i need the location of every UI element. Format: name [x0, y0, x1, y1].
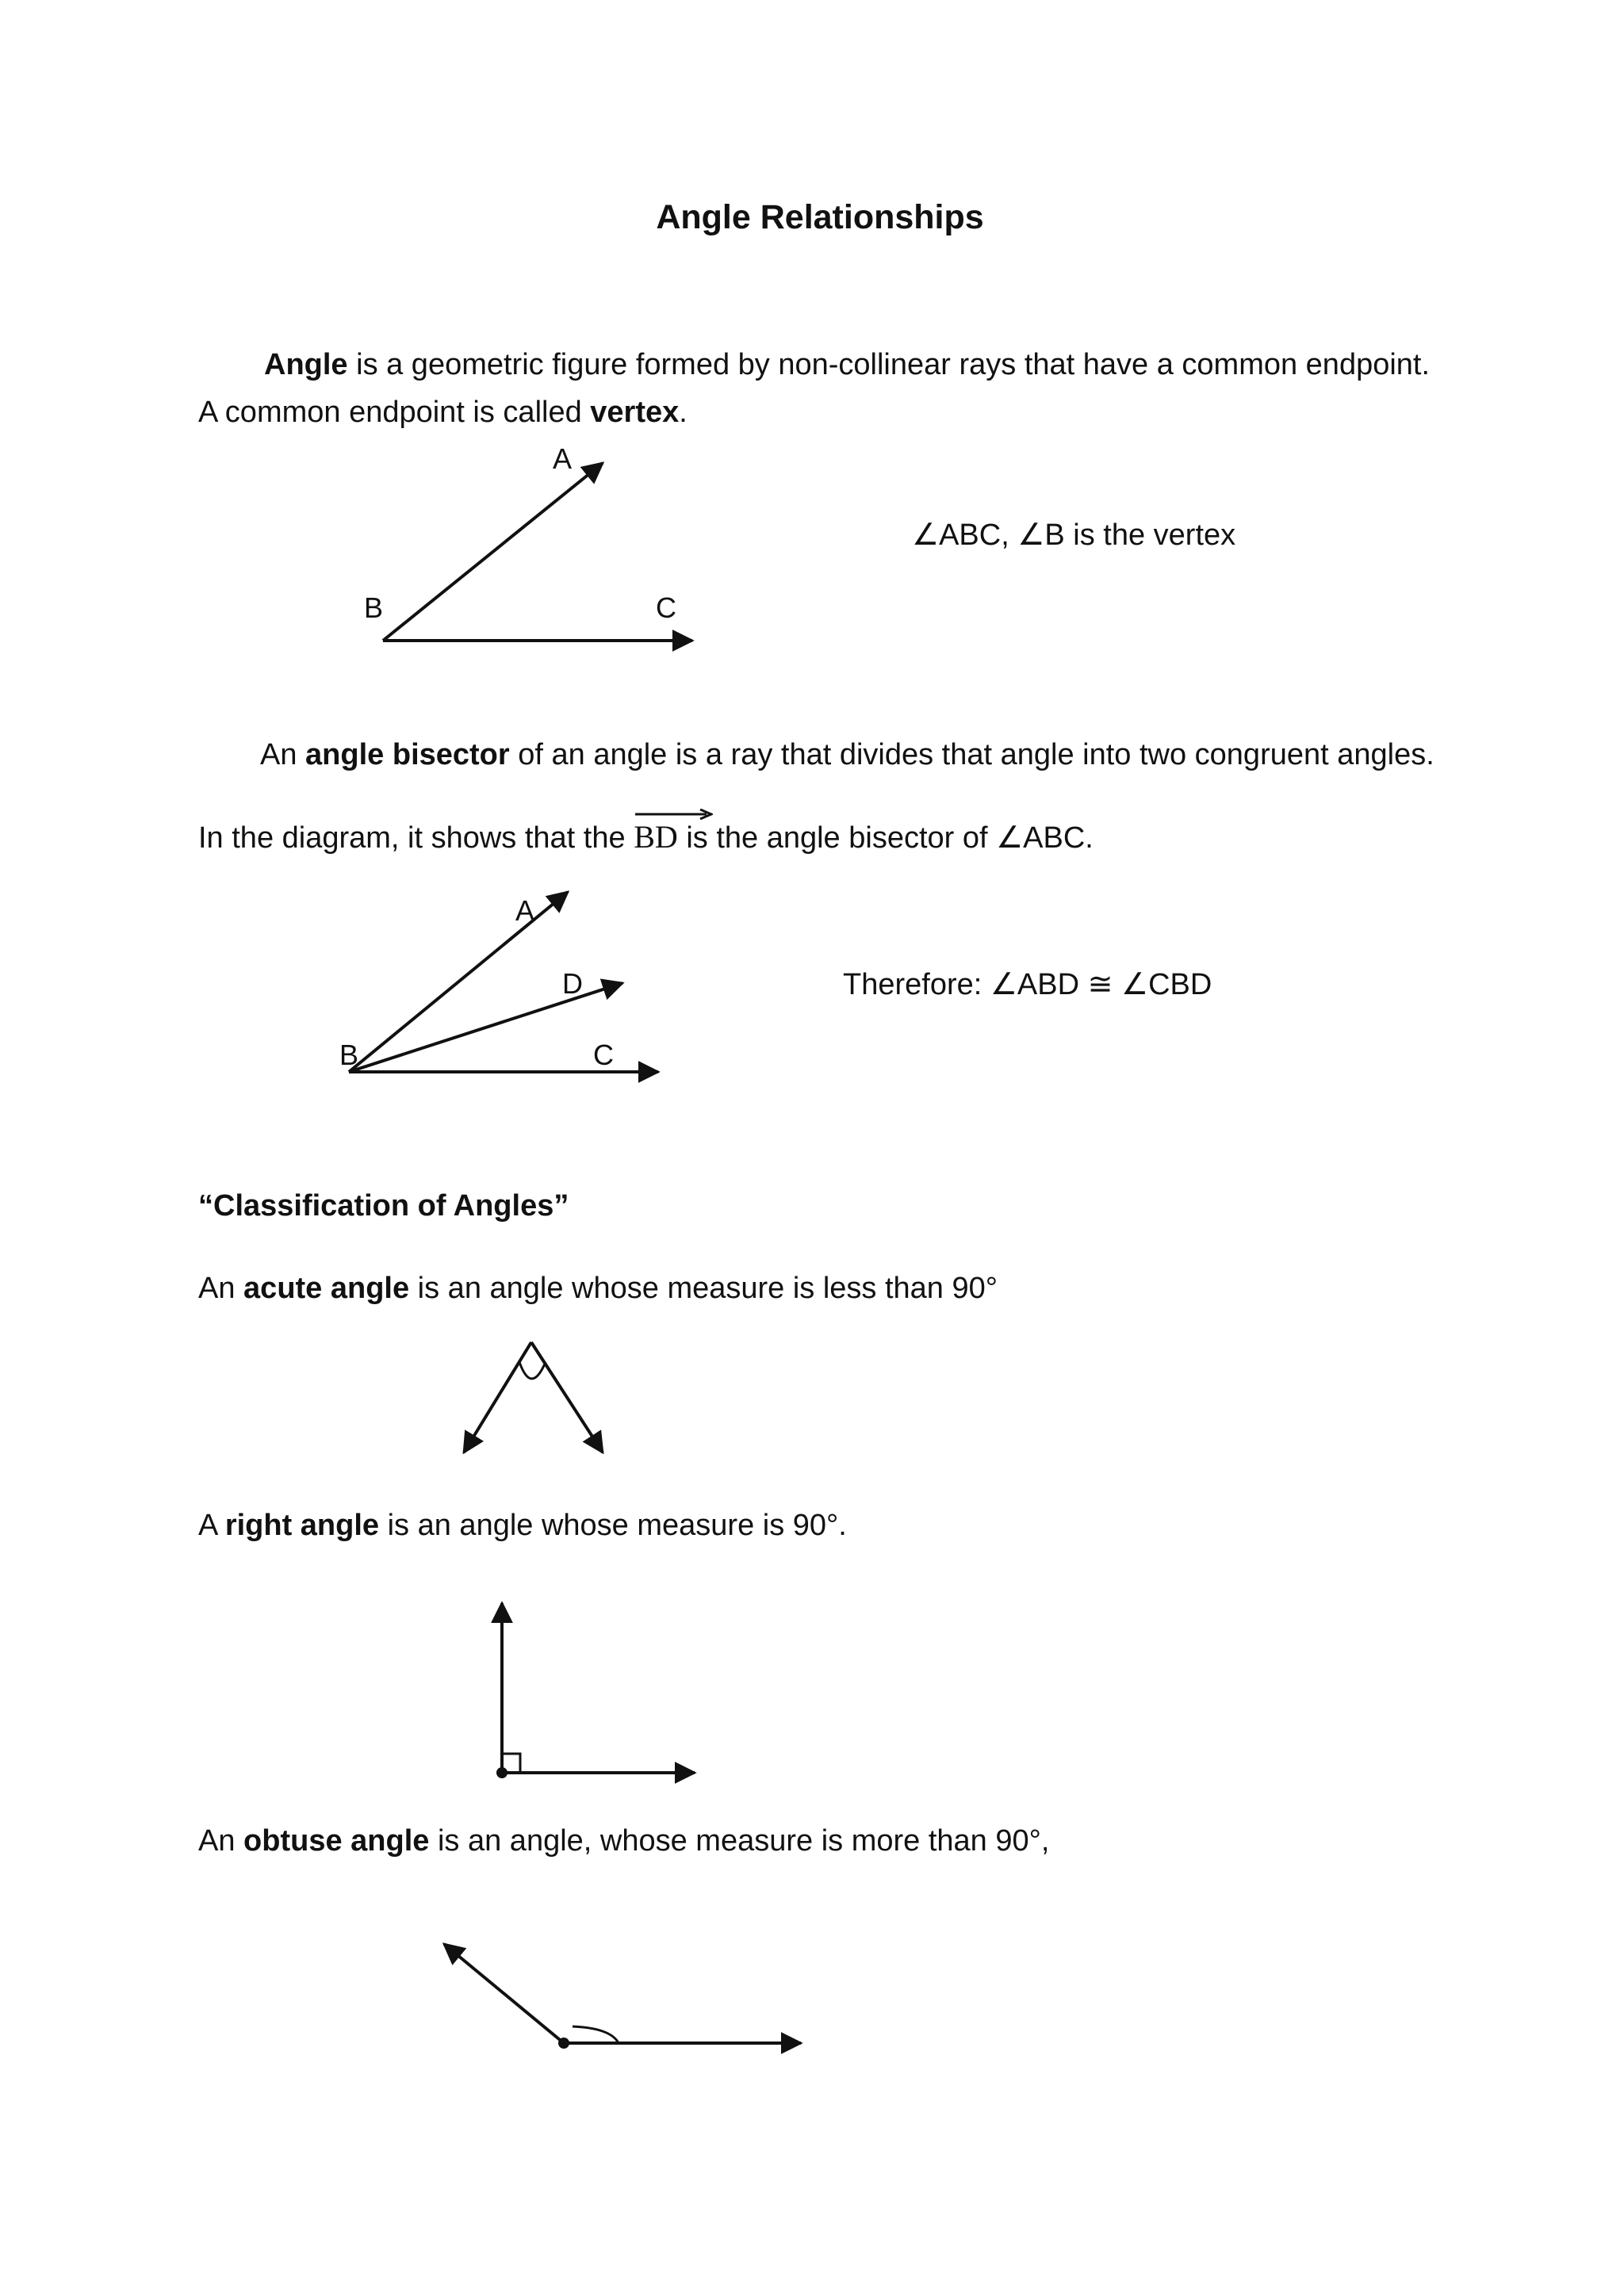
- bisector-definition-line-1: [260, 737, 1434, 774]
- bisector-prefix: An: [260, 738, 306, 771]
- obtuse-angle-definition: [198, 1823, 1049, 1860]
- vertex-definition-period: .: [679, 396, 688, 429]
- term-acute-angle: acute angle: [243, 1272, 410, 1305]
- right-angle-definition: [198, 1508, 847, 1544]
- obtuse-angle-arc: [573, 2026, 619, 2043]
- vector-bd: [634, 818, 678, 856]
- acute-angle-definition: [198, 1271, 998, 1307]
- right-definition-text: is an angle whose measure is 90°.: [379, 1509, 847, 1542]
- term-angle: Angle: [264, 348, 348, 381]
- acute-prefix: An: [198, 1272, 244, 1305]
- label-b-2: B: [339, 1039, 359, 1071]
- classification-heading: “Classification of Angles”: [198, 1189, 569, 1223]
- obtuse-ray-left: [444, 1944, 564, 2043]
- vector-arrow-icon: [634, 809, 713, 820]
- obtuse-vertex-dot: [558, 2038, 569, 2049]
- page-title: Angle Relationships: [656, 198, 984, 236]
- vector-bd-label: BD: [634, 819, 678, 855]
- label-b: B: [364, 591, 384, 624]
- ray-ba-2: [349, 892, 568, 1072]
- acute-ray-left: [464, 1342, 531, 1452]
- obtuse-definition-text: is an angle, whose measure is more than 90°,: [429, 1824, 1050, 1858]
- angle-definition-text: is a geometric figure formed by non-collinear rays that have a common endpoint.: [347, 348, 1431, 381]
- label-a-2: A: [515, 894, 535, 927]
- acute-definition-text: is an angle whose measure is less than 90°: [409, 1272, 998, 1305]
- bisector-conclusion: Therefore: ∠ABD ≅ ∠CBD: [843, 968, 1212, 1001]
- label-d: D: [562, 967, 583, 1000]
- obtuse-prefix: An: [198, 1824, 244, 1858]
- term-angle-bisector: angle bisector: [305, 738, 510, 771]
- right-prefix: A: [198, 1509, 225, 1542]
- label-c-2: C: [593, 1039, 614, 1071]
- term-vertex: vertex: [590, 396, 680, 429]
- acute-angle-arc: [519, 1362, 546, 1379]
- bisector-diagram-text: In the diagram, it shows that the: [198, 821, 634, 855]
- bisector-definition-text: of an angle is a ray that divides that angle into two congruent angles.: [509, 738, 1434, 771]
- acute-ray-right: [531, 1342, 603, 1452]
- label-a: A: [553, 442, 573, 475]
- angle-abc-caption: ∠ABC, ∠B is the vertex: [912, 519, 1236, 552]
- term-right-angle: right angle: [224, 1509, 380, 1542]
- label-c: C: [656, 591, 676, 624]
- bisector-definition-line-2: [198, 818, 1094, 857]
- vertex-definition-text: A common endpoint is called: [198, 396, 591, 429]
- right-vertex-dot: [496, 1767, 508, 1778]
- ray-ba: [383, 463, 603, 641]
- bisector-of-abc-text: is the angle bisector of ∠ABC.: [677, 821, 1094, 855]
- term-obtuse-angle: obtuse angle: [243, 1824, 430, 1858]
